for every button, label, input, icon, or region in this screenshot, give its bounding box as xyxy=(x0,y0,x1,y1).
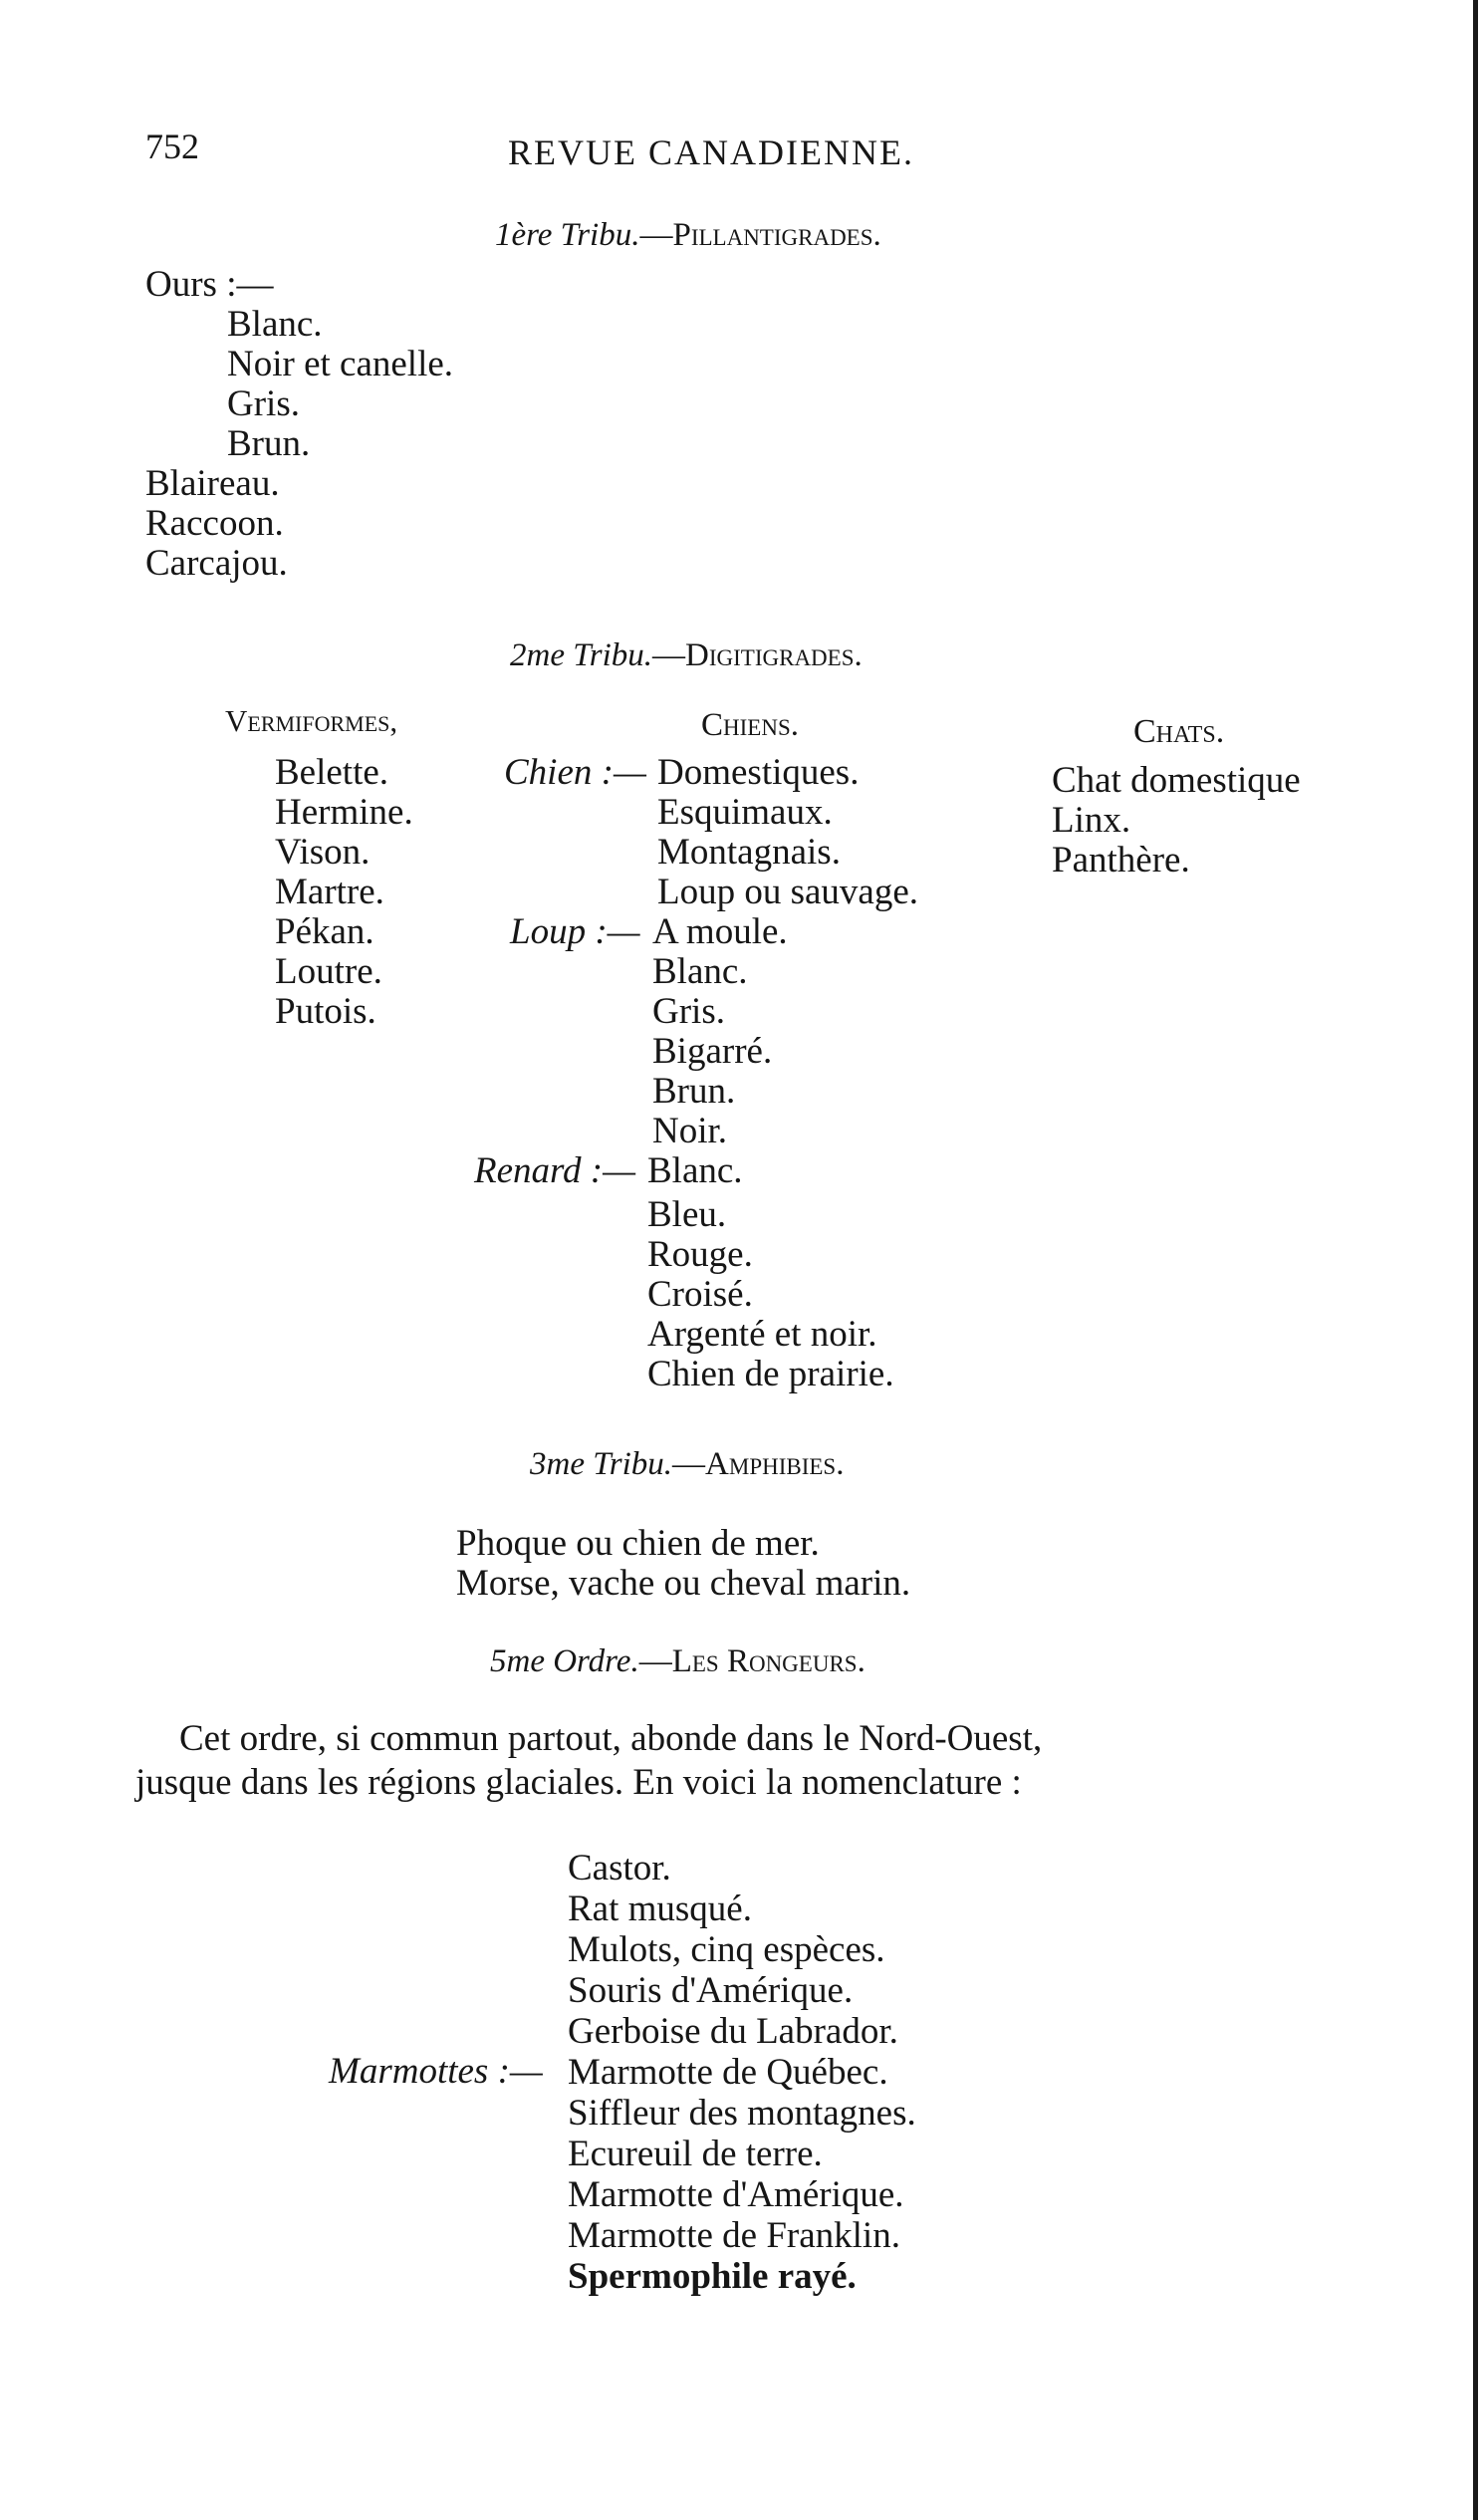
tribe-name: Pillantigrades. xyxy=(672,217,881,253)
ours-block xyxy=(145,265,453,584)
chats-list xyxy=(1052,761,1301,881)
chats-title: Chats. xyxy=(1133,713,1225,750)
list-item: Rouge. xyxy=(647,1234,753,1275)
renard-label: Renard :— xyxy=(474,1150,636,1191)
list-item: Marmotte de Québec. xyxy=(568,2052,888,2093)
rongeurs-list xyxy=(568,1848,916,2297)
list-item: Gris. xyxy=(227,383,300,424)
heading-dash: — xyxy=(652,637,686,673)
tribe-name: Digitigrades. xyxy=(685,637,863,673)
list-item: Argenté et noir. xyxy=(647,1314,877,1355)
list-item: Blanc. xyxy=(227,304,323,345)
list-item: Linx. xyxy=(1052,800,1131,841)
list-item: Rat musqué. xyxy=(568,1889,752,1929)
page-number: 752 xyxy=(145,126,199,166)
intro-paragraph xyxy=(135,1717,1336,1805)
tribe-1-heading xyxy=(495,217,881,254)
chien-label: Chien :— xyxy=(504,752,646,793)
list-item: Souris d'Amérique. xyxy=(568,1970,854,2011)
order-5-heading xyxy=(490,1643,866,1680)
list-item: Blanc. xyxy=(652,951,748,992)
list-item: Chien de prairie. xyxy=(647,1354,894,1394)
list-item: A moule. xyxy=(652,911,788,952)
order-number: 5me Ordre. xyxy=(490,1643,639,1679)
list-item: Brun. xyxy=(227,423,311,464)
amphibies-list xyxy=(456,1524,910,1604)
list-item: Belette. xyxy=(275,752,389,793)
list-item: Gris. xyxy=(652,991,725,1032)
tribe-3-heading xyxy=(530,1446,844,1483)
list-item: Spermophile rayé. xyxy=(568,2256,857,2297)
list-item: Brun. xyxy=(652,1071,736,1112)
list-item: Bleu. xyxy=(647,1194,727,1235)
list-item: Esquimaux. xyxy=(657,792,833,833)
heading-dash: — xyxy=(639,217,673,253)
list-item: Pékan. xyxy=(275,911,374,952)
order-name: Les Rongeurs. xyxy=(671,1643,866,1679)
list-item: Mulots, cinq espèces. xyxy=(568,1929,885,1970)
list-item: Hermine. xyxy=(275,792,413,833)
loup-label: Loup :— xyxy=(510,911,640,952)
list-item: Vison. xyxy=(275,832,371,873)
vermiformes-title: Vermiformes, xyxy=(225,703,398,738)
list-item: Morse, vache ou cheval marin. xyxy=(456,1563,911,1604)
list-item: Blanc. xyxy=(647,1150,743,1191)
list-item: Putois. xyxy=(275,991,376,1032)
page-edge-border xyxy=(1473,0,1478,2520)
list-item: Panthère. xyxy=(1052,840,1190,881)
list-item: Loutre. xyxy=(275,951,382,992)
paragraph-line: jusque dans les régions glaciales. En voici la nomenclature : xyxy=(135,1762,1022,1803)
list-item: Gerboise du Labrador. xyxy=(568,2011,898,2052)
list-item: Raccoon. xyxy=(145,503,284,544)
renard-list xyxy=(647,1151,894,1394)
list-item: Croisé. xyxy=(647,1274,753,1315)
vermiformes-list xyxy=(275,753,413,1032)
chien-list xyxy=(657,753,918,912)
list-item: Siffleur des montagnes. xyxy=(568,2093,916,2134)
list-item: Marmotte d'Amérique. xyxy=(568,2174,904,2215)
tribe-2-heading xyxy=(510,637,863,674)
list-item: Ecureuil de terre. xyxy=(568,2134,823,2174)
list-item: Loup ou sauvage. xyxy=(657,872,919,912)
heading-dash: — xyxy=(672,1446,706,1482)
heading-dash: — xyxy=(638,1643,672,1679)
list-item: Chat domestique xyxy=(1052,760,1301,801)
running-title: REVUE CANADIENNE. xyxy=(508,132,914,172)
list-item: Martre. xyxy=(275,872,384,912)
list-item: Domestiques. xyxy=(657,752,860,793)
list-item: Carcajou. xyxy=(145,543,288,584)
list-item: Noir. xyxy=(652,1111,728,1151)
tribe-number: 2me Tribu. xyxy=(510,637,653,673)
loup-list xyxy=(652,912,788,1151)
list-item: Noir et canelle. xyxy=(227,344,454,384)
marmottes-label: Marmottes :— xyxy=(329,2051,543,2092)
list-item: Blaireau. xyxy=(145,463,280,504)
tribe-name: Amphibies. xyxy=(705,1446,845,1482)
chiens-title: Chiens. xyxy=(701,707,799,743)
tribe-number: 3me Tribu. xyxy=(530,1446,673,1482)
list-item: Bigarré. xyxy=(652,1031,773,1072)
tribe-number: 1ère Tribu. xyxy=(495,217,640,253)
list-item: Marmotte de Franklin. xyxy=(568,2215,900,2256)
ours-label: Ours :— xyxy=(145,264,274,305)
paragraph-line: Cet ordre, si commun partout, abonde dans le Nord-Ouest, xyxy=(179,1718,1043,1759)
list-item: Castor. xyxy=(568,1848,671,1889)
list-item: Montagnais. xyxy=(657,832,841,873)
list-item: Phoque ou chien de mer. xyxy=(456,1523,820,1564)
